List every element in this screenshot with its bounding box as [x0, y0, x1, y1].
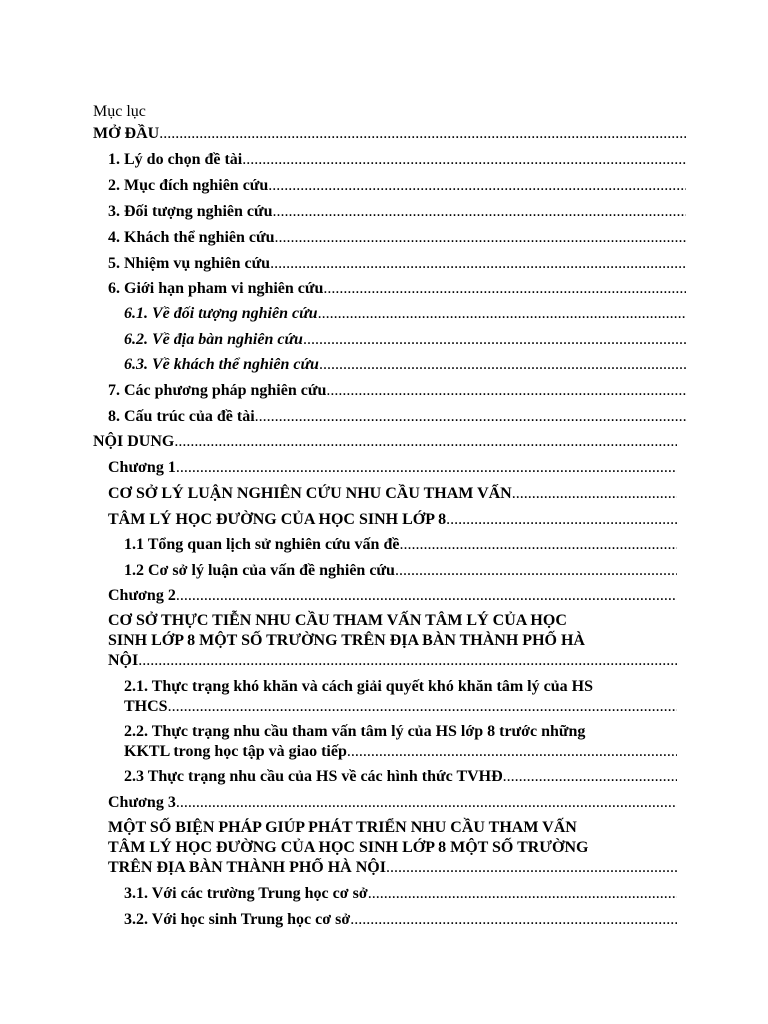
toc-entry-chuong-3[interactable]: Chương 3 .....: [108, 793, 677, 812]
leader-dots: [176, 458, 677, 477]
leader-dots: [386, 858, 677, 877]
leader-dots: [350, 910, 677, 929]
toc-entry-2-2-a[interactable]: 2.2. Thực trạng nhu cầu tham vấn tâm lý của HS lớp 8 trước những: [124, 723, 586, 740]
toc-entry-7[interactable]: 7. Các phương pháp nghiên cứu .....: [108, 381, 686, 400]
leader-dots: [270, 254, 686, 273]
toc-entry-2-3[interactable]: 2.3 Thực trạng nhu cầu của HS về các hình thức TVHĐ .....: [124, 767, 677, 786]
toc-entry-chuong-2-title-b[interactable]: SINH LỚP 8 MỘT SỐ TRƯỜNG TRÊN ĐỊA BÀN THÀNH PHỐ HÀ: [108, 632, 585, 649]
toc-entry-chuong-1-title-a[interactable]: CƠ SỞ LÝ LUẬN NGHIÊN CỨU NHU CẦU THAM VẤN .....: [108, 484, 677, 503]
toc-entry-2-1-b[interactable]: THCS .....: [124, 697, 677, 716]
toc-entry-2-1-a[interactable]: 2.1. Thực trạng khó khăn và cách giải quyết khó khăn tâm lý của HS: [124, 678, 593, 695]
toc-entry-2[interactable]: 2. Mục đích nghiên cứu .....: [108, 176, 686, 195]
toc-entry-5[interactable]: 5. Nhiệm vụ nghiên cứu .....: [108, 254, 686, 273]
toc-entry-chuong-1-title-b[interactable]: TÂM LÝ HỌC ĐƯỜNG CỦA HỌC SINH LỚP 8 .....: [108, 510, 677, 529]
toc-entry-2-2-b[interactable]: KKTL trong học tập và giao tiếp .....: [124, 742, 677, 761]
leader-dots: [242, 150, 686, 169]
leader-dots: [318, 304, 686, 323]
toc-entry-6-3[interactable]: 6.3. Về khách thể nghiên cứu .....: [124, 355, 686, 374]
leader-dots: [138, 651, 677, 670]
leader-dots: [273, 202, 686, 221]
leader-dots: [168, 697, 677, 716]
leader-dots: [159, 124, 686, 143]
leader-dots: [319, 355, 686, 374]
toc-entry-6[interactable]: 6. Giới hạn pham vi nghiên cứu .....: [108, 279, 686, 298]
leader-dots: [303, 330, 686, 349]
leader-dots: [446, 510, 677, 529]
toc-entry-6-1[interactable]: 6.1. Về đối tượng nghiên cứu .....: [124, 304, 686, 323]
leader-dots: [275, 228, 686, 247]
leader-dots: [395, 561, 677, 580]
toc-entry-mo-dau[interactable]: MỞ ĐẦU .....: [93, 124, 686, 143]
leader-dots: [399, 535, 677, 554]
leader-dots: [347, 742, 677, 761]
toc-entry-chuong-3-title-c[interactable]: TRÊN ĐỊA BÀN THÀNH PHỐ HÀ NỘI .....: [108, 858, 677, 877]
toc-entry-6-2[interactable]: 6.2. Về địa bàn nghiên cứu .....: [124, 330, 686, 349]
leader-dots: [503, 767, 677, 786]
leader-dots: [512, 484, 677, 503]
leader-dots: [326, 381, 686, 400]
toc-entry-3-1[interactable]: 3.1. Với các trường Trung học cơ sở .....: [124, 884, 677, 903]
toc-entry-noi-dung[interactable]: NỘI DUNG .....: [93, 432, 677, 451]
toc-entry-1-2[interactable]: 1.2 Cơ sở lý luận của vấn đề nghiên cứu .....: [124, 561, 677, 580]
toc-entry-chuong-1[interactable]: Chương 1 .....: [108, 458, 677, 477]
leader-dots: [255, 407, 686, 426]
toc-entry-3[interactable]: 3. Đối tượng nghiên cứu .....: [108, 202, 686, 221]
toc-entry-chuong-2[interactable]: Chương 2 .....: [108, 586, 677, 605]
toc-entry-1-1[interactable]: 1.1 Tổng quan lịch sử nghiên cứu vấn đề .....: [124, 535, 677, 554]
toc-entry-3-2[interactable]: 3.2. Với học sinh Trung học cơ sở .....: [124, 910, 677, 929]
toc-entry-chuong-3-title-a[interactable]: MỘT SỐ BIỆN PHÁP GIÚP PHÁT TRIỂN NHU CẦU THAM VẤN: [108, 819, 577, 836]
leader-dots: [368, 884, 677, 903]
toc-entry-chuong-2-title-a[interactable]: CƠ SỞ THỰC TIỄN NHU CẦU THAM VẤN TÂM LÝ CỦA HỌC: [108, 612, 567, 629]
toc-entry-1[interactable]: 1. Lý do chọn đề tài .....: [108, 150, 686, 169]
leader-dots: [174, 432, 677, 451]
leader-dots: [323, 279, 686, 298]
toc-heading: Mục lục: [93, 103, 146, 120]
leader-dots: [268, 176, 686, 195]
leader-dots: [176, 793, 677, 812]
toc-entry-chuong-3-title-b[interactable]: TÂM LÝ HỌC ĐƯỜNG CỦA HỌC SINH LỚP 8 MỘT SỐ TRƯỜNG: [108, 839, 589, 856]
leader-dots: [176, 586, 677, 605]
toc-entry-chuong-2-title-c[interactable]: NỘI .....: [108, 651, 677, 670]
toc-entry-4[interactable]: 4. Khách thể nghiên cứu .....: [108, 228, 686, 247]
toc-entry-8[interactable]: 8. Cấu trúc của đề tài .....: [108, 407, 686, 426]
